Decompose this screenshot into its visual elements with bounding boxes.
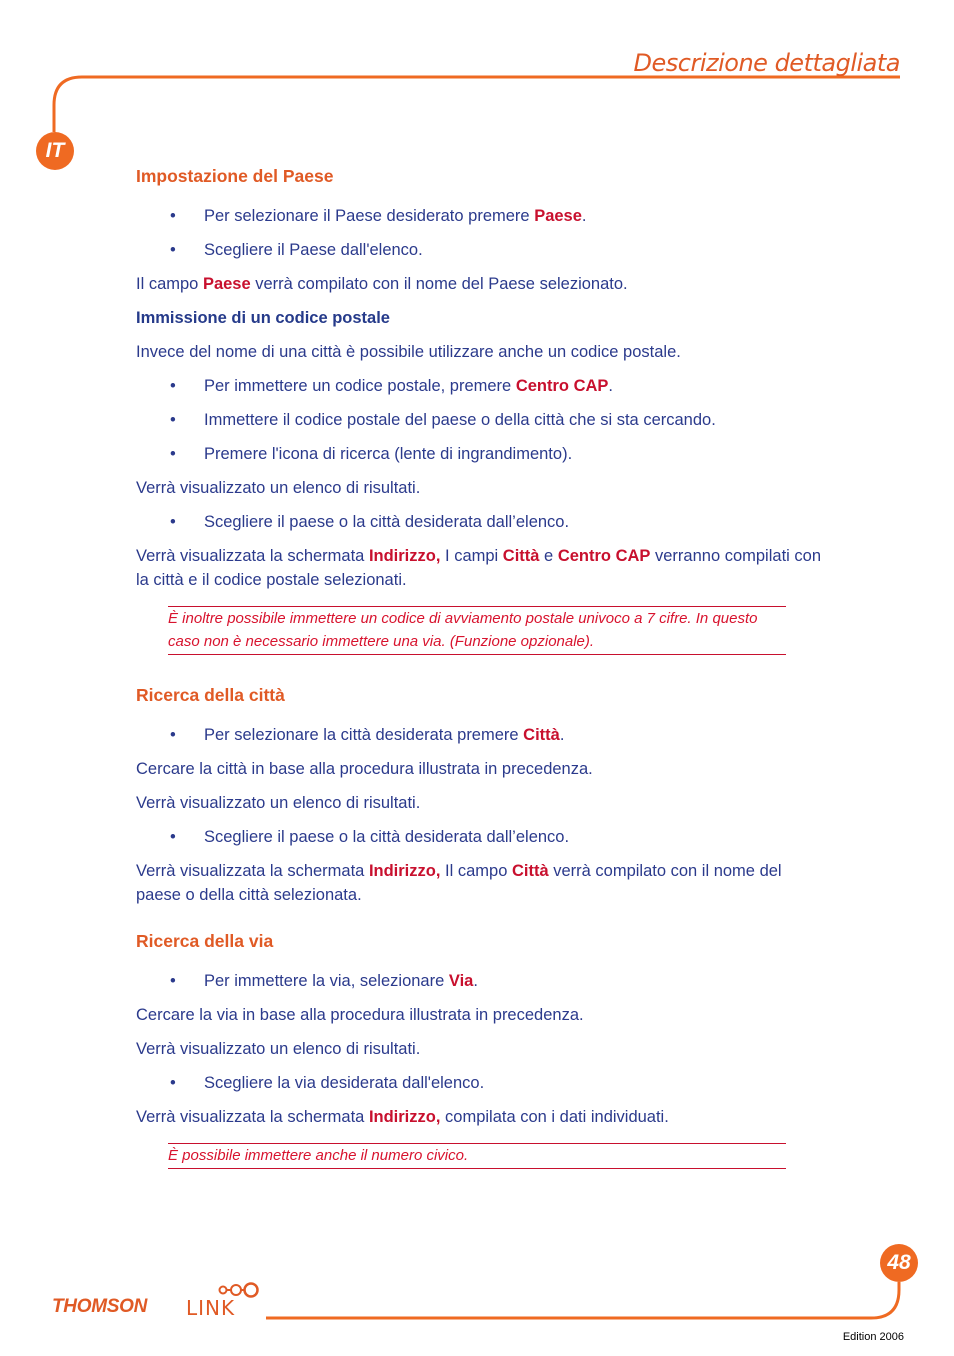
bullet-icon: • [170,1074,176,1092]
list-item: • Scegliere la via desiderata dall'elenco. [136,1071,826,1095]
list-item: • Per immettere la via, selezionare Via. [136,969,826,993]
bullet-icon: • [170,241,176,259]
language-badge: IT [36,132,74,170]
sub-heading-postal-code: Immissione di un codice postale [136,309,390,327]
list-item: • Scegliere il paese o la città desiderata dall’elenco. [136,510,826,534]
note-box: È possibile immettere anche il numero civico. [168,1143,786,1169]
list-item: • Per selezionare la città desiderata premere Città. [136,723,826,747]
paragraph: Il campo Paese verrà compilato con il nome del Paese selezionato. [136,275,628,293]
paragraph: Cercare la città in base alla procedura illustrata in precedenza. [136,760,593,778]
page-number-badge: 48 [880,1244,918,1282]
section-heading-country: Impostazione del Paese [136,166,334,186]
list-item: • Scegliere il paese o la città desiderata dall’elenco. [136,825,826,849]
bullet-icon: • [170,207,176,225]
bullet-icon: • [170,828,176,846]
note-box: È inoltre possibile immettere un codice di avviamento postale univoco a 7 cifre. In questo caso non è necessario immettere una via. (Funzione opzionale). [168,606,786,655]
logo-link-text: LINK [186,1296,236,1320]
page-header-title: Descrizione dettagliata [633,49,900,77]
bullet-icon: • [170,411,176,429]
bullet-icon: • [170,972,176,990]
list-item: • Per immettere un codice postale, premere Centro CAP. [136,374,826,398]
section-heading-city-search: Ricerca della città [136,685,285,705]
paragraph: Verrà visualizzata la schermata Indirizzo, Il campo Città verrà compilato con il nome del paese o della città selezionata. [136,862,782,904]
paragraph: Verrà visualizzato un elenco di risultati. [136,1040,421,1058]
section-heading-street-search: Ricerca della via [136,931,274,951]
main-content [136,164,826,1197]
paragraph: Verrà visualizzato un elenco di risultati. [136,479,421,497]
bullet-icon: • [170,513,176,531]
list-item: • Per selezionare il Paese desiderato premere Paese. [136,204,826,228]
logo-text: THOMSON [52,1296,148,1317]
list-item: • Premere l'icona di ricerca (lente di ingrandimento). [136,442,826,466]
list-item: • Scegliere il Paese dall'elenco. [136,238,826,262]
paragraph: Verrà visualizzata la schermata Indirizzo, compilata con i dati individuati. [136,1108,669,1126]
bullet-icon: • [170,377,176,395]
paragraph: Cercare la via in base alla procedura illustrata in precedenza. [136,1006,584,1024]
paragraph: Invece del nome di una città è possibile utilizzare anche un codice postale. [136,343,681,361]
bullet-icon: • [170,445,176,463]
edition-label: Edition 2006 [842,1331,904,1343]
paragraph: Verrà visualizzata la schermata Indirizzo, I campi Città e Centro CAP verranno compilati con la città e il codice postale selezionati. [136,547,822,589]
bullet-icon: • [170,726,176,744]
paragraph: Verrà visualizzato un elenco di risultati. [136,794,421,812]
list-item: • Immettere il codice postale del paese o della città che si sta cercando. [136,408,826,432]
